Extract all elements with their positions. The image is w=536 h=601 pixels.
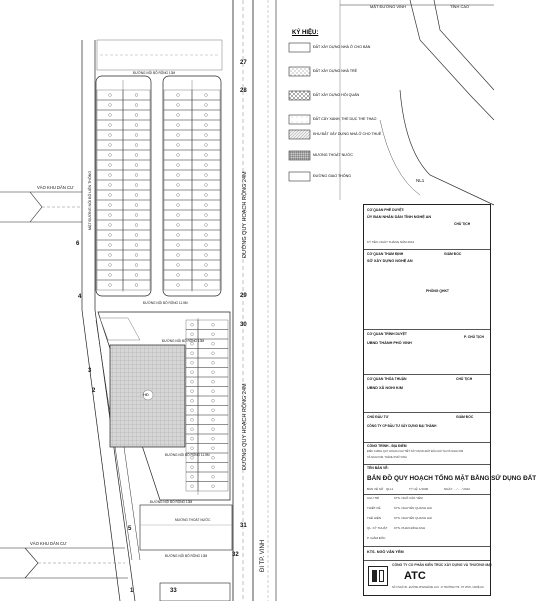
point-number: 33 xyxy=(170,588,177,594)
lot-marker xyxy=(109,194,112,197)
lot-marker xyxy=(177,114,180,117)
role-label: THIẾT KẾ xyxy=(367,506,381,510)
lot-marker xyxy=(135,144,138,147)
role-label: CHỦ TRÌ xyxy=(367,496,380,500)
company-name: CÔNG TY CỔ PHẦN KIẾN TRÚC XÂY DỰNG VÀ THƯƠNG MẠI xyxy=(392,563,492,567)
lot-marker xyxy=(191,466,194,469)
block-north xyxy=(96,40,222,296)
lot-marker xyxy=(205,214,208,217)
agree-label: CƠ QUAN THỎA THUẬN xyxy=(367,377,407,381)
point-number: 28 xyxy=(240,88,247,94)
review-agency: SỞ XÂY DỰNG NGHỆ AN xyxy=(367,259,413,263)
vice-chair-label: P. CHỦ TỊCH xyxy=(464,335,484,339)
tb-roles xyxy=(364,494,490,547)
lot-marker xyxy=(135,254,138,257)
lot-marker xyxy=(205,254,208,257)
lot-marker xyxy=(135,124,138,127)
sheet-label: BẢN VẼ SỐ xyxy=(367,487,384,491)
lot-marker xyxy=(212,409,215,412)
lot-marker xyxy=(191,352,194,355)
lot-marker xyxy=(135,134,138,137)
lot-marker xyxy=(109,264,112,267)
lot-marker xyxy=(177,124,180,127)
lot-marker xyxy=(109,124,112,127)
residential-label-2: VÀO KHU DÂN CƯ xyxy=(30,541,67,546)
sig-note: KÝ TÊN, NGÀY THÁNG NĂM 2012 xyxy=(367,240,415,244)
point-number: 1 xyxy=(130,588,134,594)
drawing-name: BẢN ĐỒ QUY HOẠCH TỔNG MẶT BẰNG SỬ DỤNG ĐẤT xyxy=(367,475,536,482)
lot-marker xyxy=(109,284,112,287)
internal-road-6: MƯƠNG THOÁT NƯỚC xyxy=(175,518,211,522)
lot-marker xyxy=(135,104,138,107)
lot-marker xyxy=(135,174,138,177)
point-number: 31 xyxy=(240,523,247,529)
tb-investor xyxy=(364,412,490,443)
lot-marker xyxy=(205,154,208,157)
lot-marker xyxy=(205,264,208,267)
lot-marker xyxy=(212,485,215,488)
title-block xyxy=(363,204,536,596)
intersection-top-right xyxy=(340,0,494,205)
lot-marker xyxy=(205,224,208,227)
lot-marker xyxy=(212,466,215,469)
lot-marker xyxy=(109,254,112,257)
lot-marker xyxy=(177,164,180,167)
investor-label: CHỦ ĐẦU TƯ xyxy=(367,415,389,419)
road-label-main-upper: ĐƯỜNG QUY HOẠCH RỘNG 24M xyxy=(242,171,248,258)
drawing-name-label: TÊN BẢN VẼ: xyxy=(367,466,389,470)
legend-item-label: ĐẤT XÂY DỰNG HỘI QUÁN xyxy=(313,93,360,97)
lot-marker xyxy=(191,418,194,421)
lot-marker xyxy=(212,342,215,345)
lot-marker xyxy=(135,274,138,277)
point-number: 30 xyxy=(240,322,247,328)
approver-name: ỦY BAN NHÂN DÂN TỈNH NGHỆ AN xyxy=(367,215,432,219)
point-number: 5 xyxy=(128,526,132,532)
point-number: 6 xyxy=(76,241,80,247)
review-label: CƠ QUAN THẨM ĐỊNH xyxy=(367,252,404,256)
role-name: KTS. NGÔ VĂN YÊM xyxy=(394,496,423,500)
lot-marker xyxy=(205,174,208,177)
role-label: QL. KỸ THUẬT xyxy=(367,526,388,530)
lot-marker xyxy=(191,333,194,336)
legend-item-label: MƯƠNG THOÁT NƯỚC xyxy=(313,153,353,157)
lot-marker xyxy=(212,323,215,326)
lot-marker xyxy=(135,194,138,197)
lot-marker xyxy=(109,114,112,117)
lot-marker xyxy=(205,194,208,197)
tb-approver xyxy=(364,205,490,250)
lot-marker xyxy=(109,184,112,187)
investor-director-label: GIÁM ĐỐC xyxy=(456,415,474,419)
lot-marker xyxy=(177,284,180,287)
company-short: ATC xyxy=(404,570,426,582)
lot-marker xyxy=(109,144,112,147)
lot-marker xyxy=(109,244,112,247)
lot-marker xyxy=(177,204,180,207)
architect-sig: KTS. NGÔ VĂN YÊM xyxy=(367,550,404,554)
lot-marker xyxy=(205,94,208,97)
lot-marker xyxy=(177,264,180,267)
access-road-lower xyxy=(0,548,128,578)
submit-agency: UBND THÀNH PHỐ VINH xyxy=(367,341,412,345)
agree-agency: UBND XÃ NGHI KIM xyxy=(367,386,403,390)
nl-label: NL1 xyxy=(416,178,425,183)
internal-road-2: ĐƯỜNG NỘI BỘ RỘNG 11.5M xyxy=(143,301,188,305)
lot-marker xyxy=(205,164,208,167)
lot-marker xyxy=(135,264,138,267)
lot-marker xyxy=(191,390,194,393)
lot-marker xyxy=(135,204,138,207)
lot-marker xyxy=(109,224,112,227)
lot-marker xyxy=(205,124,208,127)
lot-marker xyxy=(177,234,180,237)
role-name: KTS. PHAN ĐÌNH ANH xyxy=(394,526,426,530)
point-number: 29 xyxy=(240,293,247,299)
city-label: ĐI TP. VINH xyxy=(260,539,266,572)
lot-marker xyxy=(135,214,138,217)
tb-architect xyxy=(364,546,490,561)
tb-submit xyxy=(364,329,490,375)
lot-marker xyxy=(191,399,194,402)
lot-marker xyxy=(205,244,208,247)
lot-marker xyxy=(212,418,215,421)
legend-item-label: KHU ĐẤT XÂY DỰNG NHÀ Ở CHO THUÊ xyxy=(313,132,382,136)
road-label-main-lower: ĐƯỜNG QUY HOẠCH RỘNG 24M xyxy=(242,383,248,470)
lot-marker xyxy=(135,94,138,97)
lot-marker xyxy=(191,380,194,383)
lot-marker xyxy=(205,274,208,277)
lot-marker xyxy=(205,204,208,207)
lot-marker xyxy=(177,154,180,157)
lot-marker xyxy=(177,134,180,137)
lot-marker xyxy=(212,456,215,459)
lot-marker xyxy=(191,475,194,478)
lot-marker xyxy=(212,428,215,431)
point-number: 4 xyxy=(78,294,82,300)
lot-marker xyxy=(177,144,180,147)
lot-marker xyxy=(177,244,180,247)
lot-marker xyxy=(109,174,112,177)
central-lot-label: HĐ xyxy=(143,392,149,397)
top-right-label: TỈNH CAO xyxy=(450,4,470,9)
investor-name: CÔNG TY CP ĐẦU TƯ XÂY DỰNG ĐẠI THÀNH xyxy=(367,424,437,428)
lot-marker xyxy=(177,94,180,97)
lot-marker xyxy=(109,274,112,277)
lot-marker xyxy=(212,361,215,364)
lot-marker xyxy=(205,134,208,137)
lot-marker xyxy=(191,447,194,450)
submit-label: CƠ QUAN TRÌNH DUYỆT xyxy=(367,332,408,336)
legend-title: KÝ HIỆU: xyxy=(292,30,319,36)
point-number: 27 xyxy=(240,60,247,66)
project-name: ĐIỀU CHỈNH QUY HOẠCH CHI TIẾT XÂY DỰNG ĐẤT ĐẤU GIÁ TẠI XÃ NGHI KIM xyxy=(367,450,464,453)
dept-label: PHÒNG QHKT xyxy=(426,289,449,293)
lot-marker xyxy=(177,274,180,277)
tb-project xyxy=(364,442,490,465)
legend-item-label: ĐẤT XÂY DỰNG NHÀ Ở CHO BÁN xyxy=(313,45,371,49)
lot-marker xyxy=(177,194,180,197)
lot-marker xyxy=(135,284,138,287)
residential-label-1: VÀO KHU DÂN CƯ xyxy=(37,185,74,190)
sheet-no: QH-1 xyxy=(386,487,394,491)
lot-marker xyxy=(191,437,194,440)
lot-marker xyxy=(109,104,112,107)
legend-swatches xyxy=(289,43,310,181)
internal-road-3: ĐƯỜNG NỘI BỘ RỘNG 13M xyxy=(162,339,205,343)
lot-marker xyxy=(109,214,112,217)
director-label: GIÁM ĐỐC xyxy=(444,252,462,256)
lot-marker xyxy=(212,380,215,383)
lot-marker xyxy=(191,409,194,412)
lot-marker xyxy=(109,234,112,237)
point-number: 2 xyxy=(92,388,96,394)
tb-review xyxy=(364,249,490,330)
lot-marker xyxy=(177,174,180,177)
project-location: XÃ NGHI KIM, THÀNH PHỐ VINH xyxy=(367,456,407,459)
lot-marker xyxy=(135,184,138,187)
lot-marker xyxy=(191,361,194,364)
lot-marker xyxy=(212,390,215,393)
lot-marker xyxy=(212,333,215,336)
top-road-label: MẶT ĐƯỜNG VINH xyxy=(370,4,406,9)
role-name: KTS. NGUYỄN QUANG HẢI xyxy=(394,506,433,510)
lot-marker xyxy=(205,184,208,187)
tb-company xyxy=(364,560,490,597)
tb-drawing xyxy=(364,464,536,495)
lot-marker xyxy=(109,204,112,207)
lot-marker xyxy=(191,485,194,488)
legend-item-label: ĐẤT XÂY DỰNG NHÀ TRẺ xyxy=(313,69,358,73)
point-number: 3 xyxy=(88,368,92,374)
approver-label: CƠ QUAN PHÊ DUYỆT: xyxy=(367,208,405,212)
company-address: SỐ 3 NGÕ 45 - ĐƯỜNG PHAN ĐĂNG LƯU - P. TRƯỜNG THI - TP VINH - NGHỆ AN xyxy=(392,586,484,589)
road-label-left: MẶT ĐƯỜNG NỘI BỘ LIÊN THÔNG xyxy=(88,170,92,230)
lot-marker xyxy=(177,254,180,257)
role-label: P. GIÁM ĐỐC xyxy=(367,536,386,540)
lot-marker xyxy=(212,437,215,440)
lot-marker xyxy=(135,234,138,237)
tb-agree xyxy=(364,374,490,413)
role-name: KTS. NGUYỄN QUANG HẢI xyxy=(394,516,433,520)
internal-road-1: ĐƯỜNG NỘI BỘ RỘNG 13M xyxy=(133,71,176,75)
lot-marker xyxy=(212,371,215,374)
lot-marker xyxy=(205,234,208,237)
lot-marker xyxy=(191,371,194,374)
lot-marker xyxy=(135,224,138,227)
lot-marker xyxy=(212,399,215,402)
lot-marker xyxy=(109,134,112,137)
internal-road-7: ĐƯỜNG NỘI BỘ RỘNG 13M xyxy=(165,554,208,558)
lot-marker xyxy=(212,475,215,478)
project-label: CÔNG TRÌNH - ĐỊA ĐIỂM xyxy=(367,444,407,448)
lot-marker xyxy=(135,164,138,167)
lot-marker xyxy=(205,104,208,107)
lot-marker xyxy=(191,323,194,326)
lot-marker xyxy=(205,144,208,147)
lot-marker xyxy=(177,224,180,227)
internal-road-4: ĐƯỜNG NỘI BỘ RỘNG 11.5M xyxy=(165,453,210,457)
lot-marker xyxy=(109,164,112,167)
agree-chair-label: CHỦ TỊCH xyxy=(456,377,473,381)
internal-road-5: ĐƯỜNG NỘI BỘ RỘNG 13M xyxy=(150,500,193,504)
legend-item-label: ĐƯỜNG GIAO THÔNG xyxy=(313,174,352,178)
lot-marker xyxy=(177,104,180,107)
lot-marker xyxy=(212,352,215,355)
lot-marker xyxy=(177,214,180,217)
lot-marker xyxy=(177,184,180,187)
date: NGÀY ... / ... / 2012 xyxy=(444,487,470,491)
lot-marker xyxy=(109,154,112,157)
atc-logo-icon xyxy=(368,566,388,586)
lot-marker xyxy=(135,244,138,247)
chair-label: CHỦ TỊCH xyxy=(454,222,471,226)
lot-marker xyxy=(212,447,215,450)
scale: TỶ LỆ: 1/1000 xyxy=(409,487,429,491)
lot-marker xyxy=(205,114,208,117)
lot-marker xyxy=(135,154,138,157)
lot-marker xyxy=(109,94,112,97)
lot-marker xyxy=(135,114,138,117)
lot-marker xyxy=(205,284,208,287)
point-number: 32 xyxy=(232,552,239,558)
legend-item-label: ĐẤT CÂY XANH, THỂ DỤC THỂ THAO xyxy=(313,117,377,121)
role-label: THỂ HIỆN xyxy=(367,516,382,520)
access-road-upper xyxy=(0,192,82,222)
lot-marker xyxy=(191,428,194,431)
lots-north xyxy=(97,90,220,290)
